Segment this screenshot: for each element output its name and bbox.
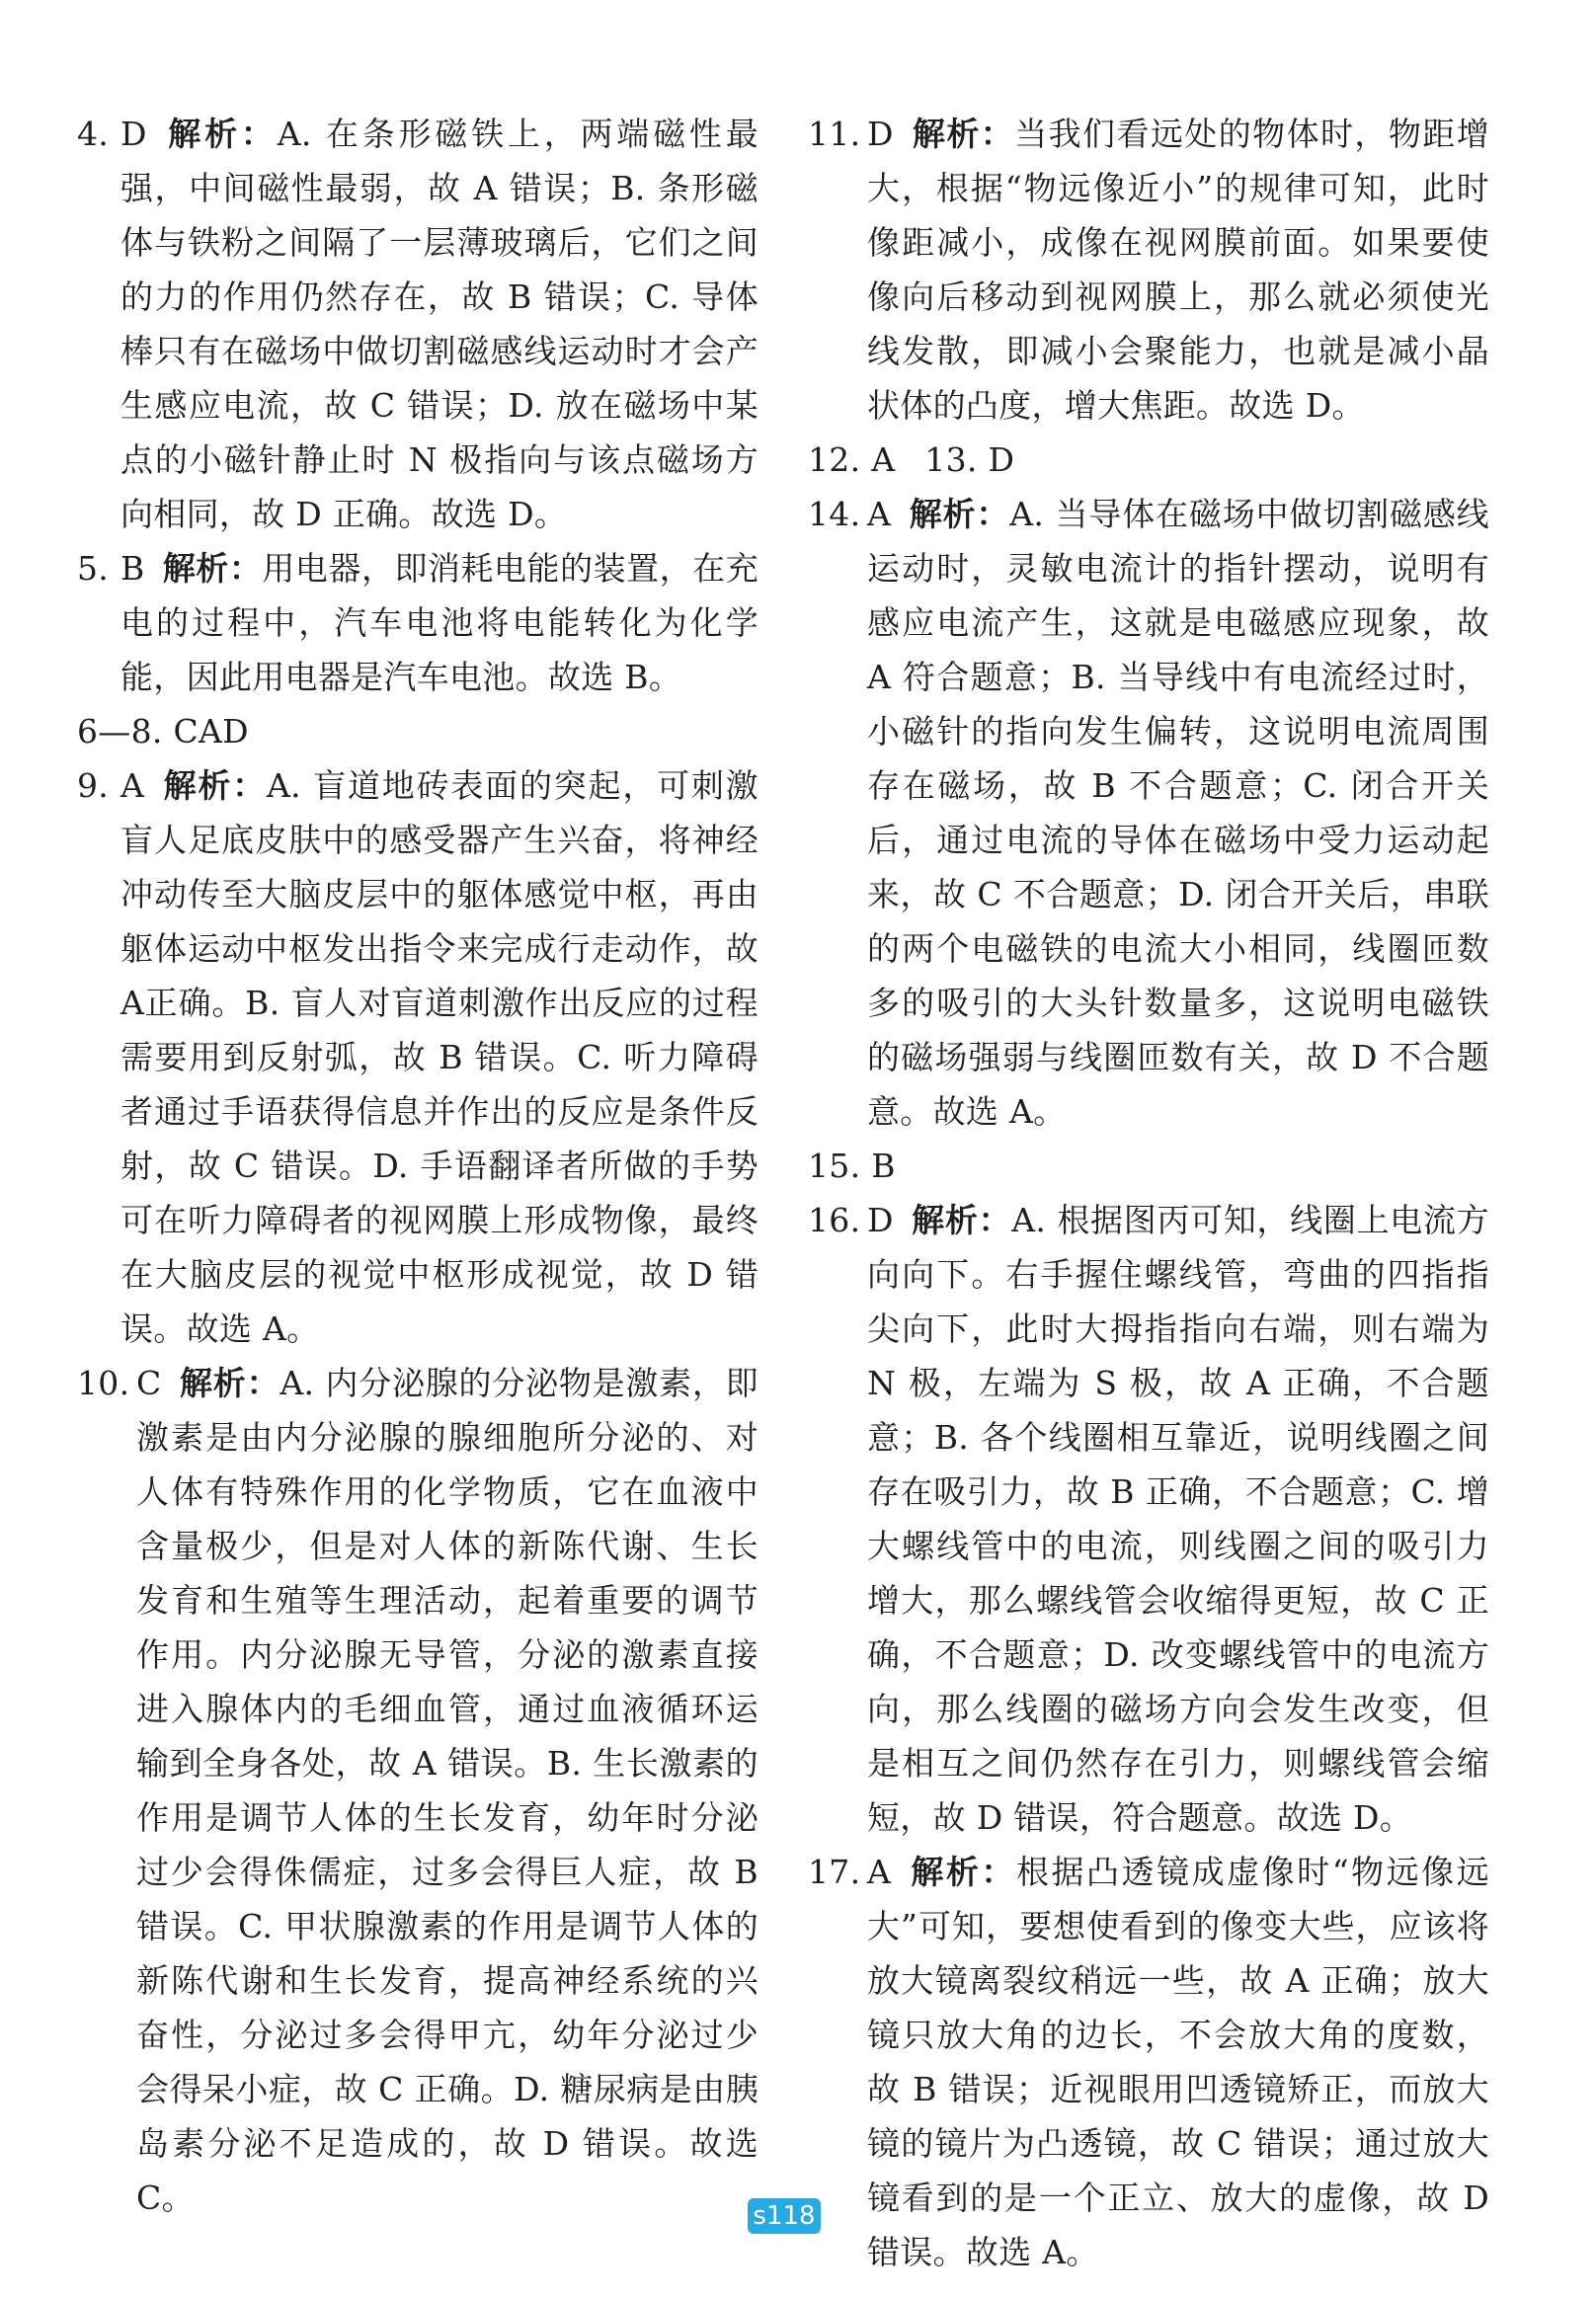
answer-choice: B [120, 549, 145, 588]
answer-entry-12-13 [808, 433, 1489, 487]
answer-choice: D [867, 115, 894, 153]
answer-entry-16: 16. D 解析：A. 根据图丙可知，线圈上电流方向向下。右手握住螺线管，弯曲的四指指尖向下，此时大拇指指向右端，则右端为 N 极，左端为 S 极，故 A 正确，不合题意；B. 各个线圈相互靠近，说明线圈之间存在吸引力，故 B 正确，不合题意；C. 增大螺线管中的电流，则线圈之间的吸引力增大，那么螺线管会收缩得更短，故 C 正确，不合题意；D. 改变螺线管中的电流方向，那么线圈的磁场方向会发生改变，但是相互之间仍然存在引力，则螺线管会缩短，故 D 错误，符合题意。故选 D。 [808, 1193, 1489, 1845]
question-number: 6—8. [77, 712, 163, 751]
answer-entry-4: 4. D 解析：A. 在条形磁铁上，两端磁性最强，中间磁性最弱，故 A 错误；B. 条形磁体与铁粉之间隔了一层薄玻璃后，它们之间的力的作用仍然存在，故 B 错误；C. 导体棒只有在磁场中做切割磁感线运动时才会产生感应电流，故 C 错误；D. 放在磁场中某点的小磁针静止时 N 极指向与该点磁场方向相同，故 D 正确。故选 D。 [77, 107, 758, 541]
question-number: 15. [808, 1147, 861, 1185]
analysis-text: 当我们看远处的物体时，物距增大，根据“物远像近小”的规律可知，此时像距减小，成像在视网膜前面。如果要使像向后移动到视网膜上，那么就必须使光线发散，即减小会聚能力，也就是减小晶状体的凸度，增大焦距。故选 D。 [867, 115, 1490, 425]
analysis-text: A. 内分泌腺的分泌物是激素，即激素是由内分泌腺的腺细胞所分泌的、对人体有特殊作用的化学物质，它在血液中含量极少，但是对人体的新陈代谢、生长发育和生殖等生理活动，起着重要的调节作用。内分泌腺无导管，分泌的激素直接进入腺体内的毛细血管，通过血液循环运输到全身各处，故 A 错误。B. 生长激素的作用是调节人体的生长发育，幼年时分泌过少会得侏儒症，过多会得巨人症，故 B 错误。C. 甲状腺激素的作用是调节人体的新陈代谢和生长发育，提高神经系统的兴奋性，分泌过多会得甲亢，幼年分泌过少会得呆小症，故 C 正确。D. 糖尿病是由胰岛素分泌不足造成的，故 D 错误。故选 C。 [136, 1364, 758, 2217]
question-number: 10. [77, 1364, 130, 1402]
question-number: 16. [808, 1201, 861, 1239]
question-number: 9. [77, 766, 110, 805]
answer-entry-14: 14. A 解析：A. 当导体在磁场中做切割磁感线运动时，灵敏电流计的指针摆动，说明有感应电流产生，这就是电磁感应现象，故 A 符合题意；B. 当导线中有电流经过时，小磁针的指向发生偏转，这说明电流周围存在磁场，故 B 不合题意；C. 闭合开关后，通过电流的导体在磁场中受力运动起来，故 C 不合题意；D. 闭合开关后，串联的两个电磁铁的电流大小相同，线圈匝数多的吸引的大头针数量多，这说明电磁铁的磁场强弱与线圈匝数有关，故 D 不合题意。故选 A。 [808, 487, 1489, 1139]
answer-choice: C [136, 1364, 162, 1402]
analysis-label: 解析 [909, 495, 977, 533]
analysis-text: A. 在条形磁铁上，两端磁性最强，中间磁性最弱，故 A 错误；B. 条形磁体与铁粉之间隔了一层薄玻璃后，它们之间的力的作用仍然存在，故 B 错误；C. 导体棒只有在磁场中做切割磁感线运动时才会产生感应电流，故 C 错误；D. 放在磁场中某点的小磁针静止时 N 极指向与该点磁场方向相同，故 D 正确。故选 D。 [120, 115, 758, 533]
question-number: 5. [77, 549, 110, 588]
answer-entry-17: 17. A 解析：根据凸透镜成虚像时“物远像远大”可知，要想使看到的像变大些，应该将放大镜离裂纹稍远一些，故 A 正确；放大镜只放大角的边长，不会放大角的度数，故 B 错误；近视眼用凹透镜矫正，而放大镜的镜片为凸透镜，故 C 错误；通过放大镜看到的是一个正立、放大的虚像，故 D 错误。故选 A。 [808, 1845, 1489, 2279]
analysis-text: A. 当导体在磁场中做切割磁感线运动时，灵敏电流计的指针摆动，说明有感应电流产生，这就是电磁感应现象，故 A 符合题意；B. 当导线中有电流经过时，小磁针的指向发生偏转，这说明电流周围存在磁场，故 B 不合题意；C. 闭合开关后，通过电流的导体在磁场中受力运动起来，故 C 不合题意；D. 闭合开关后，串联的两个电磁铁的电流大小相同，线圈匝数多的吸引的大头针数量多，这说明电磁铁的磁场强弱与线圈匝数有关，故 D 不合题意。故选 A。 [867, 495, 1489, 1131]
question-number: 4. [77, 115, 110, 153]
question-number: 12. [808, 440, 861, 479]
analysis-label: 解析 [179, 1364, 247, 1402]
answer-choice: D [988, 440, 1015, 479]
answer-choice: A [867, 495, 892, 533]
answer-entry-9: 9. A 解析：A. 盲道地砖表面的突起，可刺激盲人足底皮肤中的感受器产生兴奋，将神经冲动传至大脑皮层中的躯体感觉中枢，再由躯体运动中枢发出指令来完成行走动作，故A正确。B. 盲人对盲道刺激作出反应的过程需要用到反射弧，故 B 错误。C. 听力障碍者通过手语获得信息并作出的反应是条件反射，故 C 错误。D. 手语翻译者所做的手势可在听力障碍者的视网膜上形成物像，最终在大脑皮层的视觉中枢形成视觉，故 D 错误。故选 A。 [77, 758, 758, 1356]
answer-choice: A [120, 766, 145, 805]
left-column [77, 107, 758, 2225]
question-number: 17. [808, 1853, 861, 1891]
right-column [808, 107, 1489, 2279]
answer-entry-15 [808, 1139, 1489, 1193]
question-number: 14. [808, 495, 861, 533]
question-number: 11. [808, 115, 861, 153]
analysis-label: 解析 [909, 1853, 982, 1891]
answer-entry-6-8 [77, 704, 758, 758]
answer-choice: A [871, 440, 896, 479]
analysis-label: 解析 [911, 1201, 979, 1239]
question-number: 13. [924, 440, 978, 479]
answer-choice: CAD [173, 712, 249, 751]
analysis-text: A. 根据图丙可知，线圈上电流方向向下。右手握住螺线管，弯曲的四指指尖向下，此时大拇指指向右端，则右端为 N 极，左端为 S 极，故 A 正确，不合题意；B. 各个线圈相互靠近，说明线圈之间存在吸引力，故 B 正确，不合题意；C. 增大螺线管中的电流，则线圈之间的吸引力增大，那么螺线管会收缩得更短，故 C 正确，不合题意；D. 改变螺线管中的电流方向，那么线圈的磁场方向会发生改变，但是相互之间仍然存在引力，则螺线管会缩短，故 D 错误，符合题意。故选 D。 [867, 1201, 1489, 1837]
answer-entry-5: 5. B 解析：用电器，即消耗电能的装置，在充电的过程中，汽车电池将电能转化为化学能，因此用电器是汽车电池。故选 B。 [77, 541, 758, 704]
analysis-text: 用电器，即消耗电能的装置，在充电的过程中，汽车电池将电能转化为化学能，因此用电器是汽车电池。故选 B。 [120, 549, 758, 696]
analysis-label: 解析 [164, 115, 241, 153]
analysis-text: A. 盲道地砖表面的突起，可刺激盲人足底皮肤中的感受器产生兴奋，将神经冲动传至大脑皮层中的躯体感觉中枢，再由躯体运动中枢发出指令来完成行走动作，故A正确。B. 盲人对盲道刺激作出反应的过程需要用到反射弧，故 B 错误。C. 听力障碍者通过手语获得信息并作出的反应是条件反射，故 C 错误。D. 手语翻译者所做的手势可在听力障碍者的视网膜上形成物像，最终在大脑皮层的视觉中枢形成视觉，故 D 错误。故选 A。 [120, 766, 758, 1348]
answer-entry-10: 10. C 解析：A. 内分泌腺的分泌物是激素，即激素是由内分泌腺的腺细胞所分泌的、对人体有特殊作用的化学物质，它在血液中含量极少，但是对人体的新陈代谢、生长发育和生殖等生理活动，起着重要的调节作用。内分泌腺无导管，分泌的激素直接进入腺体内的毛细血管，通过血液循环运输到全身各处，故 A 错误。B. 生长激素的作用是调节人体的生长发育，幼年时分泌过少会得侏儒症，过多会得巨人症，故 B 错误。C. 甲状腺激素的作用是调节人体的新陈代谢和生长发育，提高神经系统的兴奋性，分泌过多会得甲亢，幼年分泌过少会得呆小症，故 C 正确。D. 糖尿病是由胰岛素分泌不足造成的，故 D 错误。故选 C。 [77, 1356, 758, 2225]
analysis-label: 解析 [162, 549, 229, 588]
analysis-label: 解析 [162, 766, 233, 805]
answer-choice: A [867, 1853, 892, 1891]
answer-choice: D [120, 115, 147, 153]
analysis-text: 根据凸透镜成虚像时“物远像远大”可知，要想使看到的像变大些，应该将放大镜离裂纹稍远一些，故 A 正确；放大镜只放大角的边长，不会放大角的度数，故 B 错误；近视眼用凹透镜矫正，而放大镜的镜片为凸透镜，故 C 错误；通过放大镜看到的是一个正立、放大的虚像，故 D 错误。故选 A。 [867, 1853, 1489, 2271]
answer-choice: D [867, 1201, 894, 1239]
analysis-label: 解析 [911, 115, 981, 153]
answer-entry-11: 11. D 解析：当我们看远处的物体时，物距增大，根据“物远像近小”的规律可知，此时像距减小，成像在视网膜前面。如果要使像向后移动到视网膜上，那么就必须使光线发散，即减小会聚能力，也就是减小晶状体的凸度，增大焦距。故选 D。 [808, 107, 1489, 433]
answer-choice: B [871, 1147, 896, 1185]
page-number-badge: s118 [748, 2198, 821, 2234]
